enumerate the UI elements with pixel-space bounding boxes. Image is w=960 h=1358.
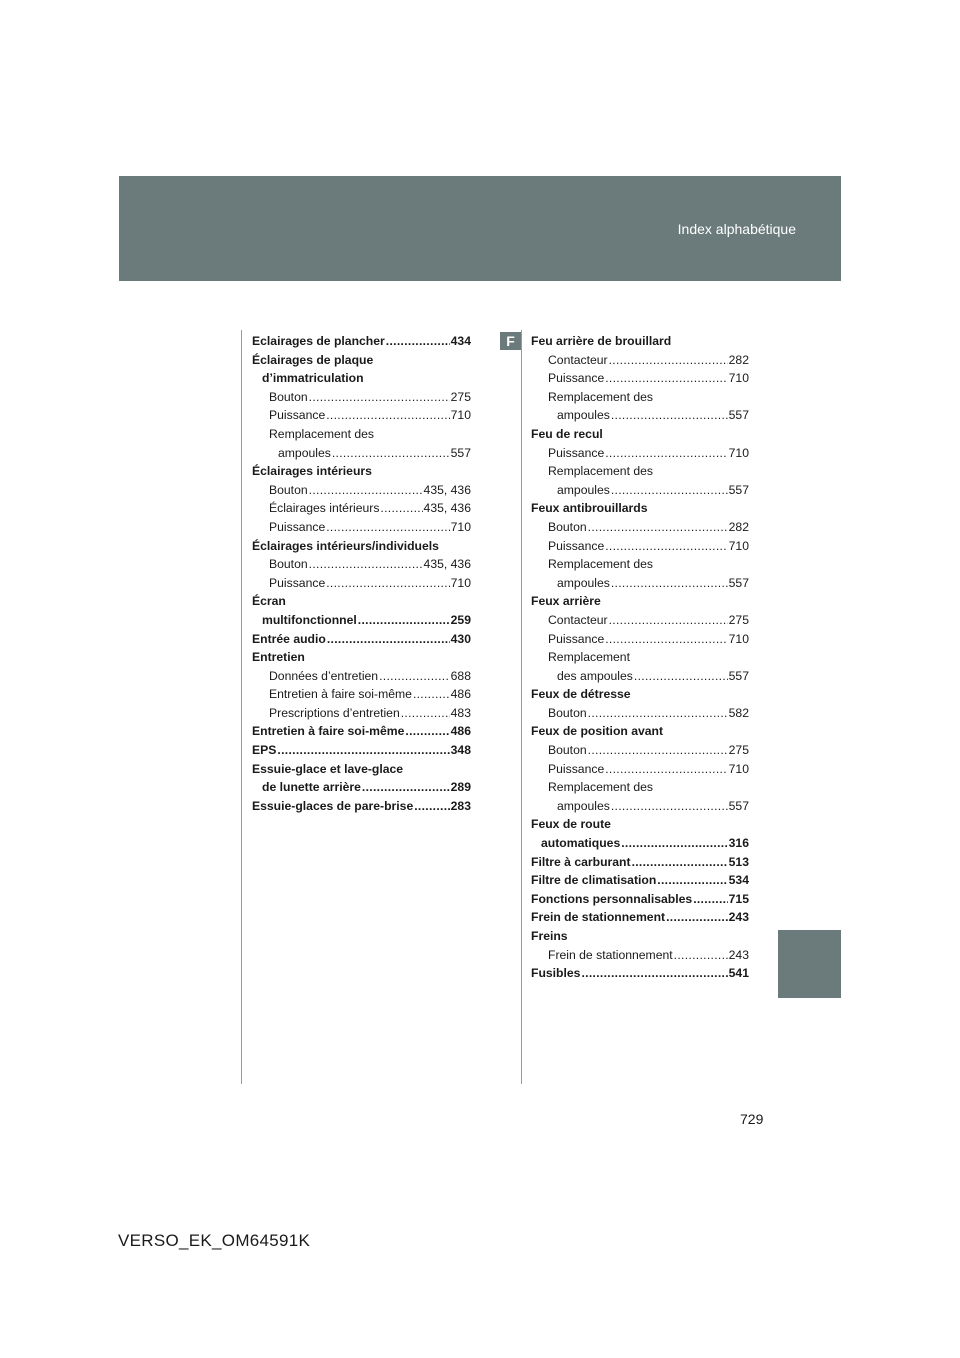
index-entry-term: ampoules <box>557 408 610 423</box>
index-entry <box>252 778 471 797</box>
index-entry <box>252 444 471 463</box>
index-entry <box>252 406 471 425</box>
index-entry <box>531 908 749 927</box>
index-entry-page: 710 <box>450 575 471 590</box>
index-entry <box>252 667 471 686</box>
dot-leader <box>621 834 727 853</box>
dot-leader <box>611 406 728 425</box>
index-entry-page: 582 <box>728 705 749 720</box>
index-entry-term: de lunette arrière <box>262 780 361 795</box>
dot-leader <box>588 704 728 723</box>
index-entry <box>531 369 749 388</box>
index-entry <box>531 537 749 556</box>
dot-leader <box>309 555 423 574</box>
dot-leader <box>674 946 728 965</box>
index-entry-term: Puissance <box>548 445 605 460</box>
index-entry <box>531 890 749 909</box>
index-entry-term: Prescriptions d’entretien <box>269 705 400 720</box>
index-entry-term: Feu de recul <box>531 426 603 441</box>
index-entry-page: 557 <box>728 408 749 423</box>
index-entry-term: Bouton <box>548 705 587 720</box>
index-entry-page: 348 <box>450 743 471 758</box>
index-entry-page: 289 <box>450 780 471 795</box>
index-entry-page: 283 <box>450 798 471 813</box>
index-entry-term: Éclairages intérieurs <box>252 464 372 479</box>
dot-leader <box>581 964 727 983</box>
index-entry <box>252 369 471 388</box>
dot-leader <box>588 518 728 537</box>
index-entry-term: Remplacement <box>548 650 630 665</box>
index-entry-page: 316 <box>728 836 749 851</box>
dot-leader <box>326 518 449 537</box>
dot-leader <box>693 890 727 909</box>
index-entry-term: Données d’entretien <box>269 668 379 683</box>
index-entry <box>531 741 749 760</box>
index-entry-term: Puissance <box>548 631 605 646</box>
index-entry <box>252 611 471 630</box>
dot-leader <box>326 574 449 593</box>
dot-leader <box>326 406 449 425</box>
index-entry-page: 243 <box>728 947 749 962</box>
index-entry-term: EPS <box>252 743 277 758</box>
index-entry-term: Feux antibrouillards <box>531 501 648 516</box>
index-entry-term: Contacteur <box>548 612 608 627</box>
dot-leader <box>605 444 727 463</box>
dot-leader <box>611 481 728 500</box>
index-entry-term: Frein de stationnement <box>548 947 673 962</box>
index-entry-term: Feu arrière de brouillard <box>531 334 672 348</box>
dot-leader <box>605 537 727 556</box>
index-entry <box>531 946 749 965</box>
index-entry-page: 710 <box>728 761 749 776</box>
dot-leader <box>277 741 449 760</box>
index-entry <box>252 722 471 741</box>
index-entry-term: Feux de détresse <box>531 687 631 702</box>
index-entry-page: 275 <box>728 612 749 627</box>
index-entry <box>252 425 471 444</box>
index-entry <box>252 499 471 518</box>
index-entry-page: 710 <box>728 538 749 553</box>
dot-leader <box>386 332 450 351</box>
index-entry-term: d’immatriculation <box>262 371 364 386</box>
index-entry-page: 557 <box>728 668 749 683</box>
column-divider-left <box>241 330 242 1084</box>
index-entry-page: 282 <box>728 352 749 367</box>
index-entry-page: 557 <box>728 798 749 813</box>
index-entry <box>252 797 471 816</box>
index-entry <box>252 574 471 593</box>
dot-leader <box>666 908 728 927</box>
index-entry-page: 715 <box>728 891 749 906</box>
index-entry <box>252 704 471 723</box>
index-entry-term: ampoules <box>557 482 610 497</box>
index-entry-page: 710 <box>728 631 749 646</box>
index-column-left <box>252 332 471 815</box>
index-entry <box>531 406 749 425</box>
header-title: Index alphabétique <box>677 221 796 237</box>
index-entry-term: Remplacement des <box>548 780 653 795</box>
dot-leader <box>609 611 728 630</box>
dot-leader <box>611 574 728 593</box>
index-entry-term: Essuie-glace et lave-glace <box>252 761 404 776</box>
index-entry-term: Freins <box>531 929 568 943</box>
index-entry-term: Remplacement des <box>548 389 653 404</box>
dot-leader <box>632 853 728 872</box>
index-entry <box>531 834 749 853</box>
index-entry-term: Puissance <box>269 408 326 423</box>
dot-leader <box>309 481 423 500</box>
index-entry-term: Bouton <box>269 389 308 404</box>
index-entry <box>531 499 749 518</box>
index-entry-term: des ampoules <box>557 668 633 683</box>
index-entry-page: 243 <box>728 910 749 925</box>
index-entry <box>252 648 471 667</box>
index-entry <box>531 574 749 593</box>
index-entry-page: 275 <box>728 743 749 758</box>
index-column-right <box>531 332 749 983</box>
index-entry-term: automatiques <box>541 836 621 851</box>
index-entry-term: Fonctions personnalisables <box>531 891 693 906</box>
column-divider-right <box>521 330 522 1084</box>
index-entry-page: 534 <box>728 873 749 888</box>
index-entry-term: Bouton <box>269 482 308 497</box>
index-entry <box>531 351 749 370</box>
index-entry <box>531 388 749 407</box>
index-entry-page: 557 <box>728 575 749 590</box>
index-entry-page: 435, 436 <box>423 557 471 572</box>
index-entry <box>252 462 471 481</box>
index-entry-term: Filtre de climatisation <box>531 873 657 888</box>
index-entry-term: multifonctionnel <box>262 612 357 627</box>
index-entry <box>531 611 749 630</box>
dot-leader <box>358 611 450 630</box>
index-entry-term: Remplacement des <box>548 557 653 572</box>
index-entry <box>531 871 749 890</box>
index-entry-term: Éclairages intérieurs/individuels <box>252 538 439 553</box>
index-entry <box>531 778 749 797</box>
index-entry <box>531 667 749 686</box>
dot-leader <box>588 741 728 760</box>
index-entry-page: 259 <box>450 612 471 627</box>
index-entry <box>252 537 471 556</box>
index-entry <box>252 741 471 760</box>
index-entry-page: 483 <box>450 705 471 720</box>
index-entry-page: 486 <box>450 724 471 739</box>
index-entry-term: ampoules <box>557 798 610 813</box>
index-entry-page: 688 <box>450 668 471 683</box>
index-entry <box>531 332 749 351</box>
index-entry <box>531 648 749 667</box>
index-entry <box>531 797 749 816</box>
index-entry-page: 282 <box>728 519 749 534</box>
index-entry <box>252 481 471 500</box>
index-entry-term: Eclairages de plancher <box>252 334 385 348</box>
index-entry-term: Puissance <box>269 519 326 534</box>
dot-leader <box>605 760 727 779</box>
dot-leader <box>634 667 728 686</box>
index-entry <box>252 332 471 351</box>
index-entry-page: 557 <box>450 445 471 460</box>
index-entry <box>531 425 749 444</box>
index-entry <box>531 704 749 723</box>
index-entry-page: 710 <box>450 408 471 423</box>
dot-leader <box>609 351 728 370</box>
dot-leader <box>657 871 727 890</box>
index-entry <box>252 630 471 649</box>
index-entry <box>252 555 471 574</box>
index-entry-term: Essuie-glaces de pare-brise <box>252 798 414 813</box>
index-entry-page: 435, 436 <box>423 482 471 497</box>
index-entry-term: Éclairages de plaque <box>252 352 374 367</box>
dot-leader <box>379 667 450 686</box>
document-code: VERSO_EK_OM64591K <box>118 1231 311 1250</box>
dot-leader <box>309 388 450 407</box>
index-entry <box>252 351 471 370</box>
index-entry <box>531 592 749 611</box>
index-entry <box>252 760 471 779</box>
index-entry-term: Éclairages intérieurs <box>269 501 380 516</box>
index-entry-page: 557 <box>728 482 749 497</box>
index-entry-term: Bouton <box>548 743 587 758</box>
index-entry <box>531 760 749 779</box>
index-entry <box>531 462 749 481</box>
index-entry-term: Contacteur <box>548 352 608 367</box>
index-entry-term: Frein de stationnement <box>531 910 666 925</box>
index-entry-page: 434 <box>450 334 471 348</box>
dot-leader <box>380 499 422 518</box>
index-entry-term: Puissance <box>548 371 605 386</box>
index-entry-page: 275 <box>450 389 471 404</box>
dot-leader <box>362 778 450 797</box>
index-entry-term: Remplacement des <box>548 464 653 479</box>
index-entry <box>252 518 471 537</box>
index-entry-page: 710 <box>728 445 749 460</box>
index-entry-term: Entretien à faire soi-même <box>252 724 405 739</box>
index-entry-term: Bouton <box>269 557 308 572</box>
header-band <box>119 176 841 281</box>
index-entry-term: Puissance <box>548 538 605 553</box>
index-entry-term: Feux arrière <box>531 594 601 609</box>
dot-leader <box>401 704 450 723</box>
index-entry-page: 435, 436 <box>423 501 471 516</box>
dot-leader <box>327 630 450 649</box>
index-entry-page: 710 <box>450 519 471 534</box>
index-entry-term: ampoules <box>278 445 331 460</box>
index-entry-term: Entretien <box>252 650 305 665</box>
dot-leader <box>611 797 728 816</box>
index-entry-page: 430 <box>450 631 471 646</box>
index-entry-term: Feux de route <box>531 817 611 832</box>
dot-leader <box>332 444 450 463</box>
index-entry-term: Entrée audio <box>252 631 326 646</box>
index-entry-term: Remplacement des <box>269 426 374 441</box>
index-entry-term: Bouton <box>548 519 587 534</box>
index-entry-page: 513 <box>728 854 749 869</box>
index-entry <box>252 685 471 704</box>
index-entry-term: Entretien à faire soi-même <box>269 687 412 702</box>
index-entry-term: Puissance <box>269 575 326 590</box>
index-entry-term: Fusibles <box>531 966 581 981</box>
index-entry <box>531 964 749 983</box>
index-entry <box>531 815 749 834</box>
index-entry <box>531 685 749 704</box>
index-entry <box>252 592 471 611</box>
index-entry <box>252 388 471 407</box>
dot-leader <box>405 722 449 741</box>
index-entry-term: Filtre à carburant <box>531 854 631 869</box>
page-number: 729 <box>740 1111 764 1127</box>
index-entry <box>531 853 749 872</box>
index-entry <box>531 630 749 649</box>
index-entry <box>531 555 749 574</box>
section-letter-badge: F <box>500 332 521 350</box>
index-entry <box>531 481 749 500</box>
index-entry-term: ampoules <box>557 575 610 590</box>
index-entry-term: Puissance <box>548 761 605 776</box>
index-entry-page: 541 <box>728 966 749 981</box>
index-entry <box>531 518 749 537</box>
index-entry-term: Écran <box>252 594 286 609</box>
dot-leader <box>605 369 727 388</box>
index-entry-page: 710 <box>728 371 749 386</box>
dot-leader <box>605 630 727 649</box>
dot-leader <box>413 685 450 704</box>
index-entry <box>531 927 749 946</box>
index-entry-page: 486 <box>450 687 471 702</box>
index-entry-term: Feux de position avant <box>531 724 664 739</box>
dot-leader <box>414 797 449 816</box>
index-entry <box>531 444 749 463</box>
chapter-side-tab <box>778 930 841 998</box>
index-entry <box>531 722 749 741</box>
